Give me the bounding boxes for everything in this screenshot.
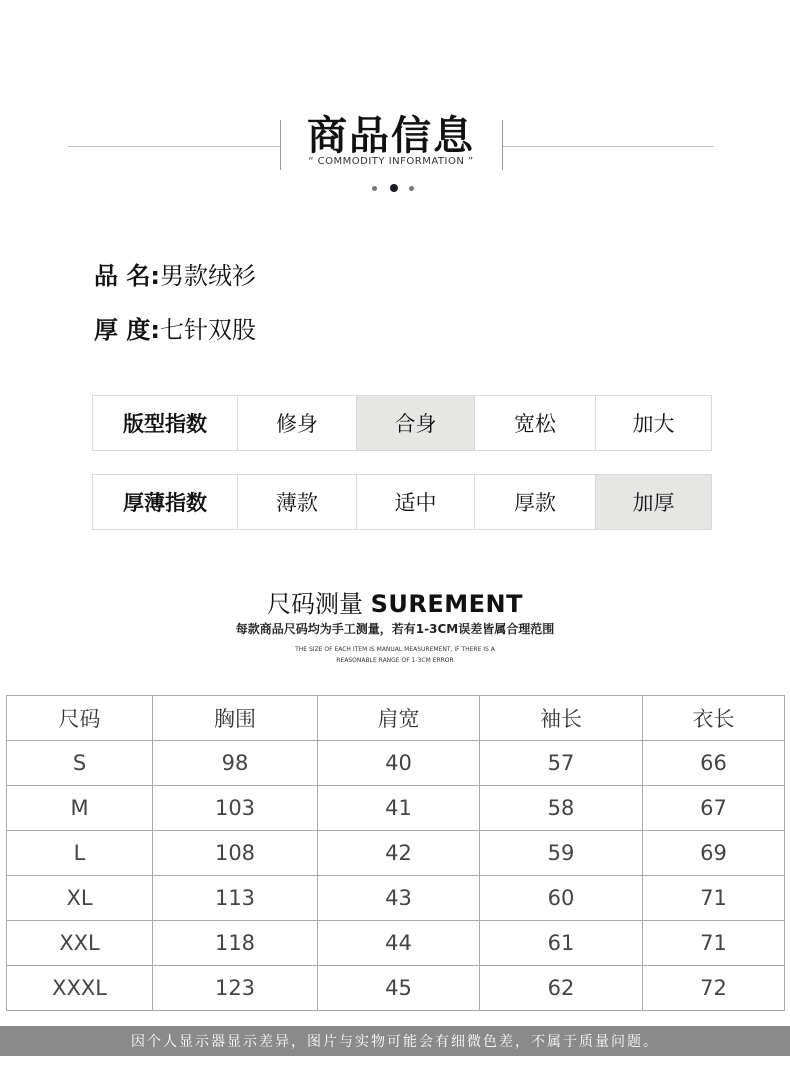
fit-option-regular: 合身 [356, 396, 474, 450]
cell-sleeve: 61 [480, 921, 643, 966]
dot-center [390, 184, 398, 192]
fit-index-label: 版型指数 [123, 412, 207, 436]
page-subtitle: “ COMMODITY INFORMATION ” [308, 156, 474, 167]
cell-shoulder: 42 [318, 831, 480, 876]
thickness-option-thick: 厚款 [474, 475, 595, 529]
cell-chest: 103 [153, 786, 318, 831]
header-shoulder: 肩宽 [318, 696, 480, 741]
measurement-description: 每款商品尺码均为手工测量，若有1-3CM误差皆属合理范围 [235, 622, 555, 636]
size-table [6, 695, 785, 1011]
cell-size: M [7, 786, 153, 831]
cell-chest: 98 [153, 741, 318, 786]
cell-length: 67 [643, 786, 785, 831]
cell-shoulder: 44 [318, 921, 480, 966]
thickness-option-thin: 薄款 [237, 475, 356, 529]
cell-size: S [7, 741, 153, 786]
cell-sleeve: 57 [480, 741, 643, 786]
cell-sleeve: 58 [480, 786, 643, 831]
cell-shoulder: 43 [318, 876, 480, 921]
thickness-option-medium: 适中 [356, 475, 474, 529]
cell-sleeve: 62 [480, 966, 643, 1011]
dot-right [409, 186, 414, 191]
header-left-line [68, 146, 280, 147]
dot-left [372, 186, 377, 191]
cell-size: XL [7, 876, 153, 921]
table-row [7, 786, 785, 831]
table-row [7, 966, 785, 1011]
thickness-value: 七针双股 [159, 316, 256, 344]
cell-size: XXXL [7, 966, 153, 1011]
thickness-label: 厚 度: [94, 316, 160, 344]
cell-length: 69 [643, 831, 785, 876]
fit-option-slim: 修身 [237, 396, 356, 450]
thickness-row [94, 310, 256, 345]
measurement-title [0, 584, 790, 619]
cell-chest: 113 [153, 876, 318, 921]
cell-size: XXL [7, 921, 153, 966]
thickness-index-table [92, 474, 712, 530]
fit-index-table [92, 395, 712, 451]
footer-disclaimer: 因个人显示器显示差异，图片与实物可能会有细微色差，不属于质量问题。 [0, 1026, 790, 1056]
measurement-title-cn: 尺码测量 [266, 590, 363, 618]
measurement-en-line-1: THE SIZE OF EACH ITEM IS MANUAL MEASUREMENT, IF THERE IS A [295, 646, 495, 653]
product-name-value: 男款绒衫 [159, 262, 256, 290]
cell-chest: 123 [153, 966, 318, 1011]
page-title: 商品信息 [307, 113, 475, 159]
measurement-title-en: SUREMENT [370, 590, 524, 618]
cell-size: L [7, 831, 153, 876]
fit-option-loose: 宽松 [474, 396, 595, 450]
table-row [7, 741, 785, 786]
cell-sleeve: 59 [480, 831, 643, 876]
cell-length: 66 [643, 741, 785, 786]
thickness-index-label: 厚薄指数 [123, 491, 207, 515]
cell-sleeve: 60 [480, 876, 643, 921]
product-name-row [94, 256, 256, 291]
table-row [7, 921, 785, 966]
cell-length: 72 [643, 966, 785, 1011]
cell-length: 71 [643, 876, 785, 921]
table-row [7, 831, 785, 876]
header-chest: 胸围 [153, 696, 318, 741]
header-sleeve: 袖长 [480, 696, 643, 741]
cell-shoulder: 40 [318, 741, 480, 786]
header-length: 衣长 [643, 696, 785, 741]
header-right-line [502, 146, 714, 147]
product-name-label: 品 名: [94, 262, 160, 290]
cell-length: 71 [643, 921, 785, 966]
cell-shoulder: 45 [318, 966, 480, 1011]
fit-option-plus: 加大 [595, 396, 711, 450]
header-right-tick [502, 120, 503, 170]
header-size: 尺码 [7, 696, 153, 741]
table-row [7, 876, 785, 921]
measurement-en-line-2: REASONABLE RANGE OF 1-3CM ERROR [336, 657, 454, 664]
cell-shoulder: 41 [318, 786, 480, 831]
size-table-header-row [7, 696, 785, 741]
thickness-option-extra-thick: 加厚 [595, 475, 711, 529]
cell-chest: 108 [153, 831, 318, 876]
cell-chest: 118 [153, 921, 318, 966]
